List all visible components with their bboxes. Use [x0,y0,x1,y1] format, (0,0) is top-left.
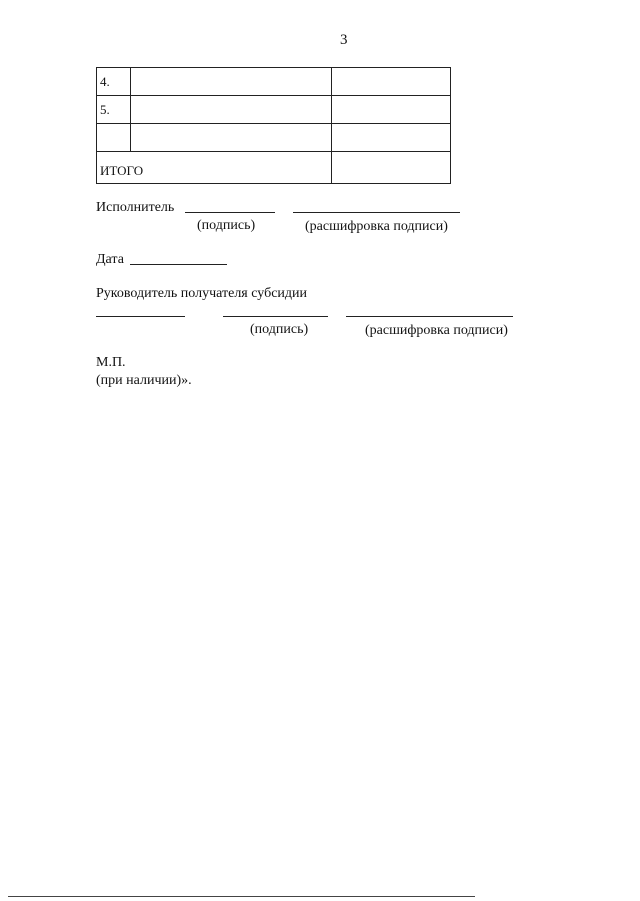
executor-signature-line [185,212,275,213]
row-value-cell [332,96,451,124]
table-row [97,68,451,96]
manager-decoding-line [346,316,513,317]
date-label: Дата [96,252,124,267]
page-number: 3 [340,32,348,48]
total-row [97,152,451,184]
row-value-cell [332,124,451,152]
row-name-cell [130,68,331,96]
row-name-cell [130,96,331,124]
seal-label: М.П. [96,355,126,370]
total-label: ИТОГО [97,152,332,184]
executor-decoding-caption: (расшифровка подписи) [305,219,448,234]
report-table [96,67,451,184]
table-row [97,124,451,152]
row-number-cell: 5. [97,96,131,124]
row-number-cell [97,124,131,152]
executor-decoding-line [293,212,460,213]
row-name-cell [130,124,331,152]
manager-decoding-caption: (расшифровка подписи) [365,323,508,338]
manager-signature-line [223,316,328,317]
table-row [97,96,451,124]
footer-rule [8,896,475,897]
seal-note: (при наличии)». [96,373,192,388]
manager-label: Руководитель получателя субсидии [96,286,308,301]
date-line [130,264,227,265]
row-value-cell [332,68,451,96]
manager-position-line [96,316,185,317]
executor-signature-caption: (подпись) [197,218,256,233]
executor-label: Исполнитель [96,200,175,215]
row-number-cell: 4. [97,68,131,96]
total-value-cell [332,152,451,184]
manager-signature-caption: (подпись) [250,322,309,337]
